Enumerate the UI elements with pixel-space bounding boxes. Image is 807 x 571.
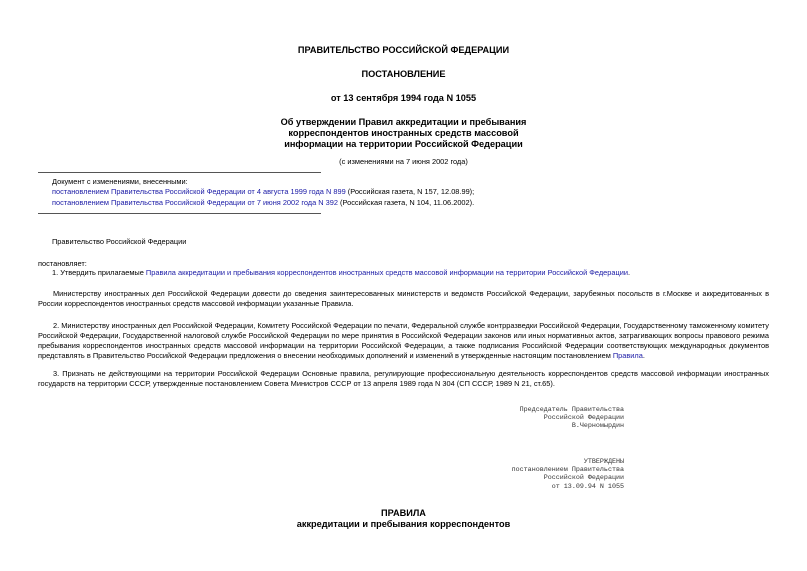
paragraph-2-suffix: . (642, 351, 645, 360)
paragraph-1 (52, 268, 630, 277)
title-line: информации на территории Российской Федерации (284, 139, 523, 149)
approval-line: постановлением Правительства (511, 466, 624, 475)
change-item (52, 187, 474, 196)
paragraph-3: 3. Признать не действующими на территории Российской Федерации Основные правила, регулирующие профессиональную деятельность корреспондентов средств массовой информации иностранных государств на территории СССР, утвержденные постановлением Совета Министров СССР от 13 апреля 1989 года N 304 (СП СССР, 1989 N 21, ст.65). (38, 369, 769, 388)
paragraph-1-prefix: 1. Утвердить прилагаемые (52, 268, 146, 277)
rules-subtitle: аккредитации и пребывания корреспондентов (296, 519, 511, 529)
rules-title: ПРАВИЛА (381, 508, 426, 518)
divider-bottom (38, 213, 321, 214)
title-line: корреспондентов иностранных средств массовой (288, 128, 519, 138)
paragraph-2-text: 2. Министерству иностранных дел Российской Федерации, Комитету Российской Федерации по печати, Федеральной службе контрразведки Российской Федерации, Государственному таможенному комитету Российской Федерации, Государственной налоговой службе Российской Федерации по мере принятия в Российской Федерации законов или иных нормативных актов, затрагивающих вопросы правового режима пребывания корреспондентов иностранных средств массовой информации на территории Российской Федерации, а также подписания Российской Федерации соответствующих международных документов представлять в Правительство Российской Федерации предложения о внесении необходимых дополнений и изменений в утвержденные настоящим постановлением (38, 321, 769, 360)
signature-block (420, 406, 624, 431)
document-type: ПОСТАНОВЛЕНИЕ (361, 69, 446, 79)
paragraph-2 (38, 321, 769, 361)
signature-line: В.Черномырдин (571, 422, 624, 431)
document-date-number: от 13 сентября 1994 года N 1055 (330, 93, 477, 103)
preamble: Правительство Российской Федерации (52, 237, 187, 246)
decides: постановляет: (38, 259, 87, 268)
approval-line: от 13.09.94 N 1055 (551, 482, 624, 491)
paragraph-1-suffix: . (627, 268, 631, 277)
approval-block (420, 458, 624, 491)
paragraph-1b: Министерству иностранных дел Российской Федерации довести до сведения заинтересованных министерств и ведомств Российской Федерации, зарубежных посольств в г.Москве и аккредитованных в России корреспондентов иностранных средств массовой информации указанные Правила. (38, 289, 769, 308)
change-source: (Российская газета, N 157, 12.08.99); (345, 187, 475, 196)
rules-link[interactable]: Правила аккредитации и пребывания корреспондентов иностранных средств массовой информации на территории Российской Федерации (145, 268, 628, 277)
change-item (52, 198, 474, 207)
changes-intro: Документ с изменениями, внесенными: (52, 177, 188, 186)
change-link[interactable]: постановлением Правительства Российской Федерации от 4 августа 1999 года N 899 (52, 187, 346, 196)
rules-short-link[interactable]: Правила (612, 351, 643, 360)
divider-top (38, 172, 321, 173)
signature-line: Председатель Правительства (519, 406, 624, 414)
change-link[interactable]: постановлением Правительства Российской Федерации от 7 июня 2002 года N 392 (52, 198, 338, 207)
approval-line: УТВЕРЖДЕНЫ (583, 458, 624, 466)
approval-line: Российской Федерации (543, 474, 624, 483)
title-line: Об утверждении Правил аккредитации и пребывания (280, 117, 527, 127)
document-title (0, 117, 807, 150)
government-heading: ПРАВИТЕЛЬСТВО РОССИЙСКОЙ ФЕДЕРАЦИИ (297, 45, 510, 55)
signature-line: Российской Федерации (543, 414, 624, 423)
amendment-note: (с изменениями на 7 июня 2002 года) (339, 157, 468, 166)
change-source: (Российская газета, N 104, 11.06.2002). (338, 198, 475, 207)
